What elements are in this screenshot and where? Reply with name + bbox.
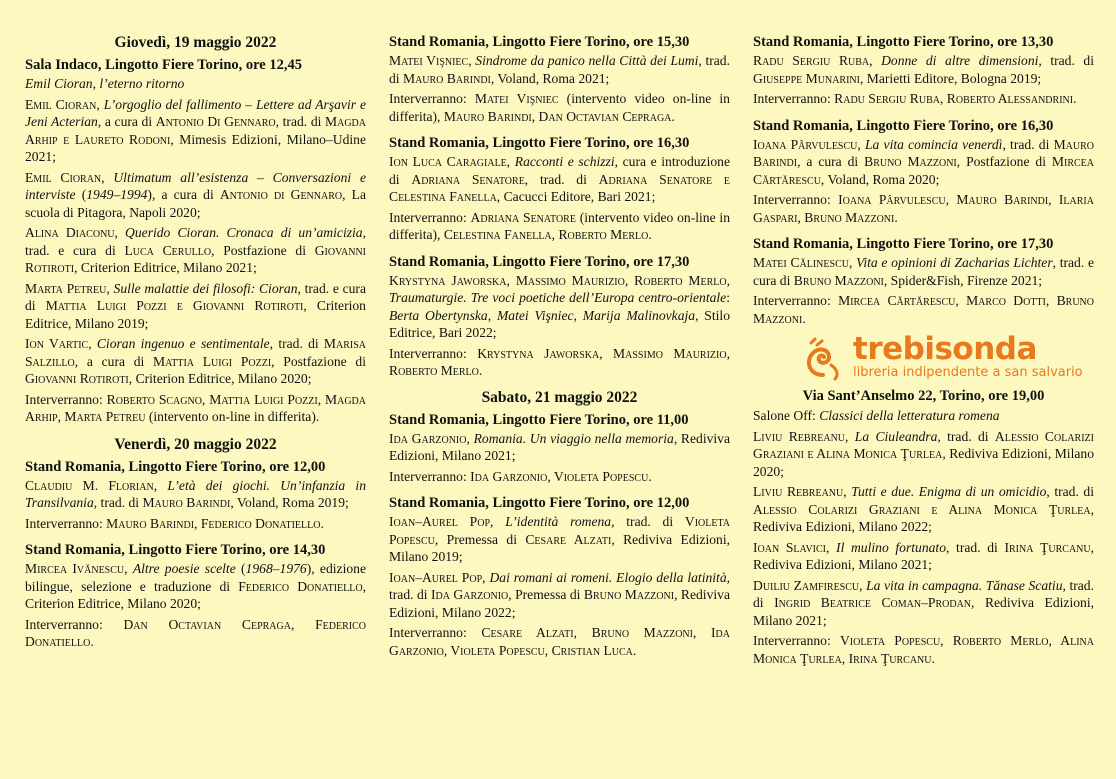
book-entry: Mircea Ivănescu, Altre poesie scelte (1968–1976), edizione bilingue, selezione e traduzione di Federico Donatiello, Criterion Editrice, Milano 2020;: [25, 561, 366, 611]
book-title: L’età dei giochi. Un’infanzia in Transilvania: [25, 477, 366, 510]
book-title: Donne di altre dimensioni: [881, 53, 1039, 68]
book-title: Traumaturgie. Tre voci poetiche dell’Europa centro-orientale: [389, 290, 727, 305]
speakers-label: Interverranno:: [389, 345, 478, 361]
spiral-logo-icon: [801, 335, 847, 381]
person-name: Mauro Barindi: [142, 495, 231, 510]
speakers-names: Cesare Alzati, Bruno Mazzoni, Ida Garzonio, Violeta Popescu, Cristian Luca: [389, 625, 730, 658]
day-heading: Giovedì, 19 maggio 2022: [114, 34, 277, 51]
book-entry: Ion Luca Caragiale, Racconti e schizzi, cura e introduzione di Adriana Senatore, trad. di Adriana Senatore e Celestina Fanella, Cacucci Editore, Bari 2021;: [389, 154, 730, 204]
day-heading: Venerdì, 20 maggio 2022: [114, 435, 277, 453]
person-name: Giovanni Rotiroti: [25, 242, 366, 275]
speakers-line: Interverranno: Violeta Popescu, Roberto Merlo, Alina Monica Ţurlea, Irina Ţurcanu.: [753, 633, 1094, 666]
book-author: Matei Vişniec: [389, 53, 469, 68]
speakers-label: Interverranno:: [753, 633, 840, 648]
book-title: Tutti e due. Enigma di un omicidio: [851, 484, 1047, 499]
book-entry: Ioana Pârvulescu, La vita comincia venerdì, trad. di Mauro Barindi, a cura di Bruno Mazzoni, Postfazione di Mircea Cărtărescu, Voland, Roma 2020;: [753, 136, 1095, 187]
speakers-line: Interverranno: Matei Vişniec (intervento video on-line in differita), Mauro Barindi, Dan Octavian Cepraga.: [389, 91, 730, 124]
person-name: Irina Ţurcanu: [1004, 539, 1091, 555]
person-name: Antonio Di Gennaro: [155, 114, 276, 129]
speakers-line: Interverranno: Radu Sergiu Ruba, Roberto Alessandrini.: [753, 91, 1077, 106]
venue-heading: Stand Romania, Lingotto Fiere Torino, ore 17,30: [753, 236, 1054, 252]
book-author: Duiliu Zamfirescu: [753, 577, 860, 593]
speakers-label: Interverranno:: [25, 391, 107, 407]
speakers-line: Interverranno: Adriana Senatore (intervento video on-line in differita), Celestina Fanella, Roberto Merlo.: [389, 209, 730, 242]
book-author: Claudiu M. Florian: [25, 477, 154, 493]
book-entry: Duiliu Zamfirescu, La vita in campagna. Tănase Scatiu, trad. di Ingrid Beatrice Coman–Prodan, Rediviva Edizioni, Milano 2021;: [753, 577, 1095, 628]
speakers-names: Mauro Barindi, Dan Octavian Cepraga: [443, 108, 672, 124]
book-author: Mircea Ivănescu: [25, 561, 125, 576]
book-title: Racconti e schizzi: [514, 154, 615, 169]
book-entry: Krystyna Jaworska, Massimo Maurizio, Roberto Merlo, Traumaturgie. Tre voci poetiche dell’Europa centro-orientale: Berta Obertynska, Matei Vişniec, Marija Malinovkaja, Stilo Editrice, Bari 2022;: [389, 272, 730, 340]
speakers-line: Interverranno: Cesare Alzati, Bruno Mazzoni, Ida Garzonio, Violeta Popescu, Cristian Luca.: [389, 625, 730, 658]
speakers-label: Interverranno:: [389, 468, 471, 484]
venue-heading: Stand Romania, Lingotto Fiere Torino, ore 16,30: [389, 135, 690, 151]
book-author: Liviu Rebreanu: [753, 428, 846, 444]
book-subtitle: Berta Obertynska, Matei Vişniec, Marija Malinovkaja: [389, 307, 696, 323]
speakers-label: Interverranno:: [389, 209, 471, 225]
book-author: Krystyna Jaworska, Massimo Maurizio, Roberto Merlo: [389, 272, 727, 288]
person-name: Mauro Barindi: [402, 70, 491, 86]
event-theme: Salone Off: Classici della letteratura romena: [753, 408, 1000, 423]
speakers-label: Interverranno:: [753, 91, 835, 106]
program-column-2: [389, 30, 730, 662]
speakers-line: Interverranno: Mauro Barindi, Federico Donatiello.: [25, 515, 324, 531]
book-author: Ioana Pârvulescu: [753, 136, 858, 152]
speakers-label: Interverranno:: [753, 192, 839, 207]
person-name: Alessio Colarizi Graziani e Alina Monica Ţurlea: [753, 428, 1094, 461]
book-title: La vita in campagna. Tănase Scatiu: [866, 577, 1063, 593]
day-heading: Sabato, 21 maggio 2022: [481, 388, 638, 406]
venue-heading: Stand Romania, Lingotto Fiere Torino, ore 15,30: [389, 34, 690, 50]
person-name: Alessio Colarizi Graziani e Alina Monica Ţurlea: [753, 501, 1091, 517]
speakers-names: Radu Sergiu Ruba, Roberto Alessandrini: [834, 91, 1074, 106]
person-name: Federico Donatiello: [238, 578, 363, 594]
book-author: Emil Cioran: [25, 169, 102, 185]
book-title: La Ciuleandra: [854, 428, 938, 444]
person-name: Marisa Salzillo: [25, 336, 367, 369]
book-title: Querido Cioran. Cronaca di un’amicizia: [125, 225, 363, 240]
trebisonda-logo: [753, 333, 1094, 385]
speakers-names: Dan Octavian Cepraga, Federico Donatiello: [25, 616, 366, 649]
book-title: Ultimatum all’esistenza – Conversazioni e interviste: [25, 169, 366, 202]
person-name: Giovanni Rotiroti: [25, 371, 129, 386]
book-entry: Ioan Slavici, Il mulino fortunato, trad. di Irina Ţurcanu, Rediviva Edizioni, Milano 2021;: [753, 539, 1095, 572]
book-author: Ioan–Aurel Pop: [389, 569, 483, 585]
person-name: Luca Cerullo: [124, 242, 212, 258]
book-title: Cioran ingenuo e sentimentale: [96, 336, 270, 351]
book-title: L’orgoglio del fallimento – Lettere ad Arşavir e Jeni Acterian: [25, 96, 366, 129]
person-name: Bruno Mazzoni: [793, 272, 884, 288]
book-title: Il mulino fortunato: [836, 539, 947, 555]
book-entry: Ida Garzonio, Romania. Un viaggio nella memoria, Rediviva Edizioni, Milano 2021;: [389, 430, 730, 463]
book-entry: Ioan–Aurel Pop, L’identità romena, trad. di Violeta Popescu, Premessa di Cesare Alzati, Rediviva Edizioni, Milano 2019;: [389, 514, 731, 564]
event-theme: Emil Cioran, l’eterno ritorno: [25, 76, 185, 91]
program-column-1: [25, 30, 366, 654]
venue-heading: Stand Romania, Lingotto Fiere Torino, ore 17,30: [389, 253, 690, 270]
book-title: La vita comincia venerdì: [865, 136, 1003, 152]
book-entry: Liviu Rebreanu, Tutti e due. Enigma di un omicidio, trad. di Alessio Colarizi Graziani e Alina Monica Ţurlea, Rediviva Edizioni, Milano 2022;: [753, 484, 1094, 534]
venue-heading: Stand Romania, Lingotto Fiere Torino, ore 11,00: [389, 411, 689, 428]
book-entry: Matei Vişniec, Sindrome da panico nella Città dei Lumi, trad. di Mauro Barindi, Voland, Roma 2021;: [389, 53, 730, 86]
person-name: Magda Arhip e Laureto Rodoni: [25, 114, 367, 147]
person-name: Mattia Luigi Pozzi e Giovanni Rotiroti: [45, 298, 304, 313]
venue-heading: Stand Romania, Lingotto Fiere Torino, ore 12,00: [389, 495, 690, 511]
speakers-line: Interverranno: Roberto Scagno, Mattia Luigi Pozzi, Magda Arhip, Marta Petreu (intervento on-line in differita).: [25, 391, 366, 424]
person-name: Mauro Barindi: [753, 136, 1095, 169]
book-entry: Alina Diaconu, Querido Cioran. Cronaca di un’amicizia, trad. e cura di Luca Cerullo, Postfazione di Giovanni Rotiroti, Criterion Editrice, Milano 2021;: [25, 225, 366, 275]
person-name: Ingrid Beatrice Coman–Prodan: [774, 595, 972, 610]
speakers-names: Mircea Cărtărescu, Marco Dotti, Bruno Mazzoni: [753, 293, 1094, 326]
logo-tagline: libreria indipendente a san salvario: [853, 365, 1083, 380]
speakers-names: Krystyna Jaworska, Massimo Maurizio, Roberto Merlo: [389, 345, 730, 378]
speakers-line: Interverranno: Dan Octavian Cepraga, Federico Donatiello.: [25, 616, 366, 649]
person-name: Violeta Popescu: [389, 514, 731, 547]
book-entry: Emil Cioran, Ultimatum all’esistenza – Conversazioni e interviste (1949–1994), a cura di Antonio di Gennaro, La scuola di Pitagora, Napoli 2020;: [25, 169, 366, 220]
book-entry: Matei Călinescu, Vita e opinioni di Zacharias Lichter, trad. e cura di Bruno Mazzoni, Spider&Fish, Firenze 2021;: [753, 255, 1094, 288]
logo-wordmark: trebisonda: [853, 331, 1037, 367]
speakers-names: Ioana Pârvulescu, Mauro Barindi, Ilaria Gaspari, Bruno Mazzoni: [753, 192, 1094, 225]
book-entry: Emil Cioran, L’orgoglio del fallimento – Lettere ad Arşavir e Jeni Acterian, a cura di Antonio Di Gennaro, trad. di Magda Arhip e Laureto Rodoni, Mimesis Edizioni, Milano–Udine 2021;: [25, 96, 367, 164]
speakers-names: Ida Garzonio, Violeta Popescu: [470, 468, 649, 484]
speakers-line: Interverranno: Mircea Cărtărescu, Marco Dotti, Bruno Mazzoni.: [753, 293, 1094, 326]
book-entry: Ion Vartic, Cioran ingenuo e sentimentale, trad. di Marisa Salzillo, a cura di Mattia Luigi Pozzi, Postfazione di Giovanni Rotiroti, Criterion Editrice, Milano 2020;: [25, 336, 367, 386]
book-title: Sindrome da panico nella Città dei Lumi: [475, 53, 699, 68]
book-author: Radu Sergiu Ruba: [753, 53, 870, 68]
book-author: Ion Vartic: [25, 336, 89, 351]
speakers-label: Interverranno:: [25, 616, 124, 632]
person-name: Mircea Cărtărescu: [753, 154, 1094, 187]
person-name: Giuseppe Munarini: [753, 70, 860, 86]
book-author: Marta Petreu: [25, 280, 107, 296]
speakers-names: Violeta Popescu, Roberto Merlo, Alina Monica Ţurlea, Irina Ţurcanu: [753, 633, 1094, 666]
venue-address: Via Sant’Anselmo 22, Torino, ore 19,00: [802, 388, 1045, 404]
book-entry: Ioan–Aurel Pop, Dai romani ai romeni. Elogio della latinità, trad. di Ida Garzonio, Premessa di Bruno Mazzoni, Rediviva Edizioni, Milano 2022;: [389, 569, 731, 620]
venue-heading: Stand Romania, Lingotto Fiere Torino, ore 14,30: [25, 542, 326, 558]
person-name: Cesare Alzati: [525, 531, 612, 547]
person-name: Bruno Mazzoni: [864, 154, 957, 169]
book-entry: Marta Petreu, Sulle malattie dei filosofi: Cioran, trad. e cura di Mattia Luigi Pozzi e Giovanni Rotiroti, Criterion Editrice, Milano 2019;: [25, 280, 366, 331]
book-author: Ion Luca Caragiale: [389, 154, 507, 169]
speakers-label: Interverranno:: [389, 625, 482, 640]
book-author: Ioan Slavici: [753, 539, 826, 555]
speakers-line: Interverranno: Ida Garzonio, Violeta Popescu.: [389, 468, 652, 484]
book-years: 1968–1976: [245, 561, 307, 576]
speakers-line: Interverranno: Ioana Pârvulescu, Mauro Barindi, Ilaria Gaspari, Bruno Mazzoni.: [753, 192, 1094, 225]
person-name: Adriana Senatore e Celestina Fanella: [389, 171, 730, 204]
book-entry: Radu Sergiu Ruba, Donne di altre dimensioni, trad. di Giuseppe Munarini, Marietti Editore, Bologna 2019;: [753, 53, 1094, 86]
book-author: Alina Diaconu: [25, 225, 115, 240]
book-title: Altre poesie scelte: [132, 561, 236, 576]
person-name: Bruno Mazzoni: [583, 587, 675, 602]
person-name: Antonio di Gennaro: [219, 187, 343, 202]
speakers-names: Adriana Senatore: [470, 209, 576, 225]
book-author: Emil Cioran: [25, 96, 97, 112]
speakers-label: Interverranno:: [389, 91, 475, 106]
book-title: Sulle malattie dei filosofi: Cioran: [113, 280, 298, 296]
speakers-names: Matei Vişniec: [474, 91, 559, 106]
book-title: Dai romani ai romeni. Elogio della latinità: [489, 569, 727, 585]
speakers-label: Interverranno:: [753, 293, 839, 308]
book-author: Matei Călinescu: [753, 255, 849, 270]
speakers-names: Celestina Fanella, Roberto Merlo: [443, 227, 649, 242]
book-title: L’identità romena: [505, 514, 612, 529]
venue-heading: Stand Romania, Lingotto Fiere Torino, ore 12,00: [25, 458, 326, 475]
book-entry: Liviu Rebreanu, La Ciuleandra, trad. di Alessio Colarizi Graziani e Alina Monica Ţurlea, Rediviva Edizioni, Milano 2020;: [753, 428, 1094, 479]
book-title: Romania. Un viaggio nella memoria: [473, 430, 674, 446]
person-name: Ida Garzonio: [431, 587, 509, 602]
speakers-line: Interverranno: Krystyna Jaworska, Massimo Maurizio, Roberto Merlo.: [389, 345, 730, 378]
book-title: Vita e opinioni di Zacharias Lichter: [856, 255, 1053, 270]
person-name: Adriana Senatore: [411, 171, 525, 187]
speakers-names: Roberto Scagno, Mattia Luigi Pozzi, Magda Arhip, Marta Petreu: [25, 391, 366, 424]
venue-heading: Stand Romania, Lingotto Fiere Torino, ore 16,30: [753, 117, 1054, 134]
book-entry: Claudiu M. Florian, L’età dei giochi. Un’infanzia in Transilvania, trad. di Mauro Barindi, Voland, Roma 2019;: [25, 477, 366, 510]
program-column-3: [753, 30, 1094, 670]
book-author: Ida Garzonio: [389, 430, 467, 446]
book-author: Ioan–Aurel Pop: [389, 514, 491, 529]
person-name: Mattia Luigi Pozzi: [153, 353, 272, 369]
book-years: 1949–1994: [86, 187, 148, 202]
venue-heading: Stand Romania, Lingotto Fiere Torino, ore 13,30: [753, 34, 1054, 50]
book-author: Liviu Rebreanu: [753, 484, 844, 499]
speakers-label: Interverranno:: [25, 515, 107, 531]
speakers-names: Mauro Barindi, Federico Donatiello: [106, 515, 321, 531]
venue-heading: Sala Indaco, Lingotto Fiere Torino, ore 12,45: [25, 57, 302, 73]
